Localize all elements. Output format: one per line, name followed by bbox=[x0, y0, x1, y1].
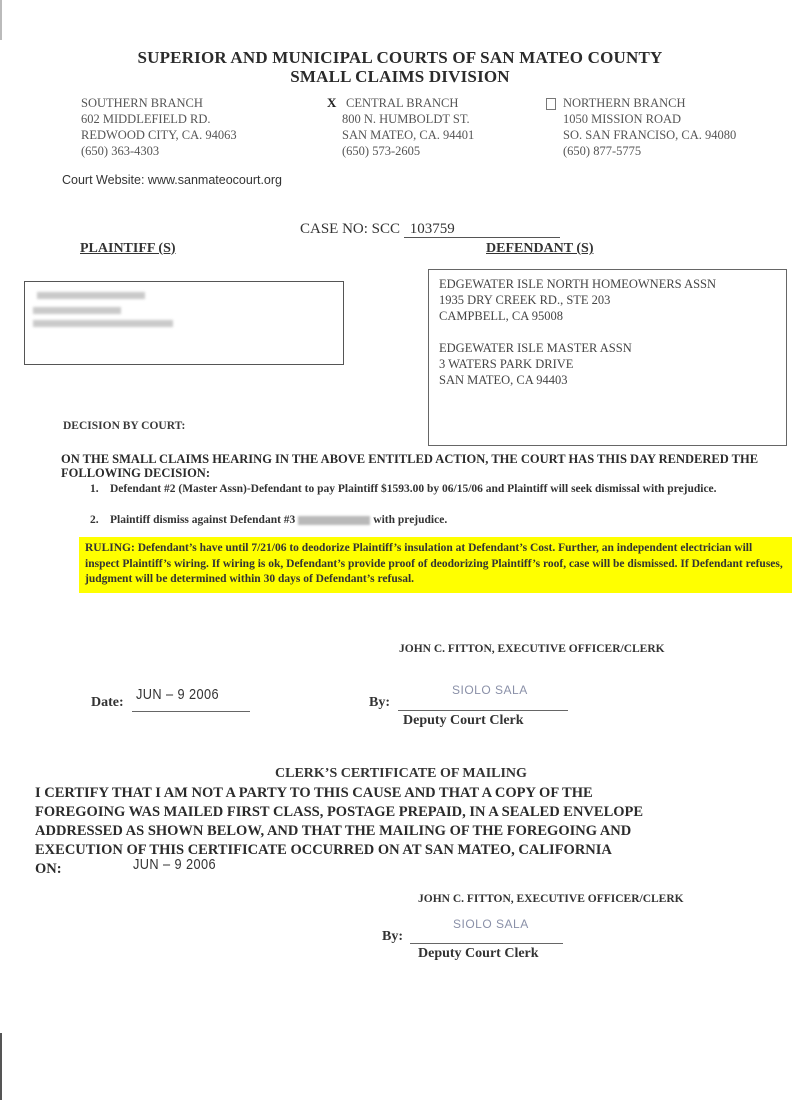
branch-address1: 1050 MISSION ROAD bbox=[563, 112, 682, 126]
executive-officer-name-2: JOHN C. FITTON, EXECUTIVE OFFICER/CLERK bbox=[418, 893, 684, 905]
branch-name: CENTRAL BRANCH bbox=[346, 96, 459, 110]
scan-edge-bottom bbox=[0, 1033, 2, 1100]
executive-officer-name: JOHN C. FITTON, EXECUTIVE OFFICER/CLERK bbox=[399, 643, 665, 655]
decision-intro: ON THE SMALL CLAIMS HEARING IN THE ABOVE ENTITLED ACTION, THE COURT HAS THIS DAY RENDERED THE FOLLOWING DECISION: bbox=[61, 452, 759, 480]
certificate-on-label: ON: bbox=[35, 861, 62, 877]
branch-address2: SAN MATEO, CA. 94401 bbox=[342, 128, 475, 142]
clerk-signature: SIOLO SALA bbox=[452, 683, 528, 697]
selected-x-mark: X bbox=[327, 95, 337, 110]
branch-phone: (650) 877-5775 bbox=[563, 144, 642, 158]
item-text: Defendant #2 (Master Assn)-Defendant to pay Plaintiff $1593.00 by 06/15/06 and Plaintiff will seek dismissal with prejudice. bbox=[110, 483, 717, 495]
plaintiff-heading: PLAINTIFF (S) bbox=[80, 241, 176, 256]
defendant-2-name: EDGEWATER ISLE MASTER ASSN bbox=[439, 341, 632, 355]
defendant-1-name: EDGEWATER ISLE NORTH HOMEOWNERS ASSN bbox=[439, 277, 717, 291]
branch-southern bbox=[81, 95, 237, 159]
decision-item-1 bbox=[90, 482, 770, 497]
branch-northern bbox=[563, 95, 736, 159]
decision-item-2 bbox=[90, 513, 770, 528]
date-stamp: JUN – 9 2006 bbox=[136, 686, 220, 703]
scan-edge-top bbox=[0, 0, 2, 40]
court-title: SUPERIOR AND MUNICIPAL COURTS OF SAN MATEO COUNTY bbox=[137, 48, 663, 67]
deputy-clerk-title-2: Deputy Court Clerk bbox=[418, 946, 539, 961]
defendant-2-address2: SAN MATEO, CA 94403 bbox=[439, 373, 568, 387]
case-number-row bbox=[300, 221, 560, 238]
certificate-line-1: I CERTIFY THAT I AM NOT A PARTY TO THIS CAUSE AND THAT A COPY OF THE bbox=[35, 785, 593, 801]
case-number-label: CASE NO: SCC bbox=[300, 221, 401, 237]
branch-address2: SO. SAN FRANCISO, CA. 94080 bbox=[563, 128, 737, 142]
redacted-plaintiff-name bbox=[37, 292, 145, 299]
branch-address1: 800 N. HUMBOLDT ST. bbox=[342, 112, 470, 126]
branch-phone: (650) 573-2605 bbox=[342, 144, 421, 158]
branch-central bbox=[327, 95, 475, 159]
branch-name: NORTHERN BRANCH bbox=[563, 96, 686, 110]
redacted-plaintiff-address2 bbox=[33, 320, 173, 327]
date-label: Date: bbox=[91, 695, 124, 710]
certificate-title: CLERK’S CERTIFICATE OF MAILING bbox=[275, 766, 527, 781]
clerk-signature-2: SIOLO SALA bbox=[453, 917, 529, 931]
defendant-1-address1: 1935 DRY CREEK RD., STE 203 bbox=[439, 293, 611, 307]
defendant-1-address2: CAMPBELL, CA 95008 bbox=[439, 309, 563, 323]
by-label-2: By: bbox=[382, 929, 403, 944]
item-text-before: Plaintiff dismiss against Defendant #3 bbox=[110, 514, 296, 526]
item-text-after: with prejudice. bbox=[373, 514, 448, 526]
item-number: 2. bbox=[90, 514, 99, 526]
item-number: 1. bbox=[90, 483, 99, 495]
defendant-address-box bbox=[428, 269, 787, 446]
division-title: SMALL CLAIMS DIVISION bbox=[290, 67, 510, 86]
plaintiff-address-box bbox=[24, 281, 344, 365]
signature-line-2 bbox=[410, 943, 563, 944]
certificate-line-3: ADDRESSED AS SHOWN BELOW, AND THAT THE MAILING OF THE FOREGOING AND bbox=[35, 823, 632, 839]
by-label: By: bbox=[369, 695, 390, 710]
branch-address2: REDWOOD CITY, CA. 94063 bbox=[81, 128, 237, 142]
deputy-clerk-title: Deputy Court Clerk bbox=[403, 713, 524, 728]
ruling-highlight: RULING: Defendant’s have until 7/21/06 to deodorize Plaintiff’s insulation at Defendant’s Cost. Further, an independent electrician will inspect Plaintiff’s wiring. If wiring is ok, Defendant’s provide proof of deodorizing Plaintiff’s roof, case will be dismissed. If Defendant refuses, judgment will be determined within 30 days of Defendant’s refusal. bbox=[79, 537, 792, 593]
date-line bbox=[132, 711, 250, 712]
decision-label: DECISION BY COURT: bbox=[63, 420, 186, 432]
certificate-line-4: EXECUTION OF THIS CERTIFICATE OCCURRED ON AT SAN MATEO, CALIFORNIA bbox=[35, 842, 612, 858]
defendant-2-address1: 3 WATERS PARK DRIVE bbox=[439, 357, 574, 371]
defendant-heading: DEFENDANT (S) bbox=[486, 241, 594, 256]
redacted-plaintiff-address1 bbox=[33, 307, 121, 314]
branch-name: SOUTHERN BRANCH bbox=[81, 96, 203, 110]
certificate-line-2: FOREGOING WAS MAILED FIRST CLASS, POSTAGE PREPAID, IN A SEALED ENVELOPE bbox=[35, 804, 644, 820]
case-number: 103759 bbox=[404, 222, 560, 238]
signature-line bbox=[398, 710, 568, 711]
branch-phone: (650) 363-4303 bbox=[81, 144, 160, 158]
court-website: Court Website: www.sanmateocourt.org bbox=[62, 173, 283, 187]
redacted-defendant-name bbox=[298, 516, 370, 525]
branch-address1: 602 MIDDLEFIELD RD. bbox=[81, 112, 211, 126]
mailing-date-stamp: JUN – 9 2006 bbox=[133, 856, 217, 873]
checkbox-icon bbox=[546, 98, 556, 110]
